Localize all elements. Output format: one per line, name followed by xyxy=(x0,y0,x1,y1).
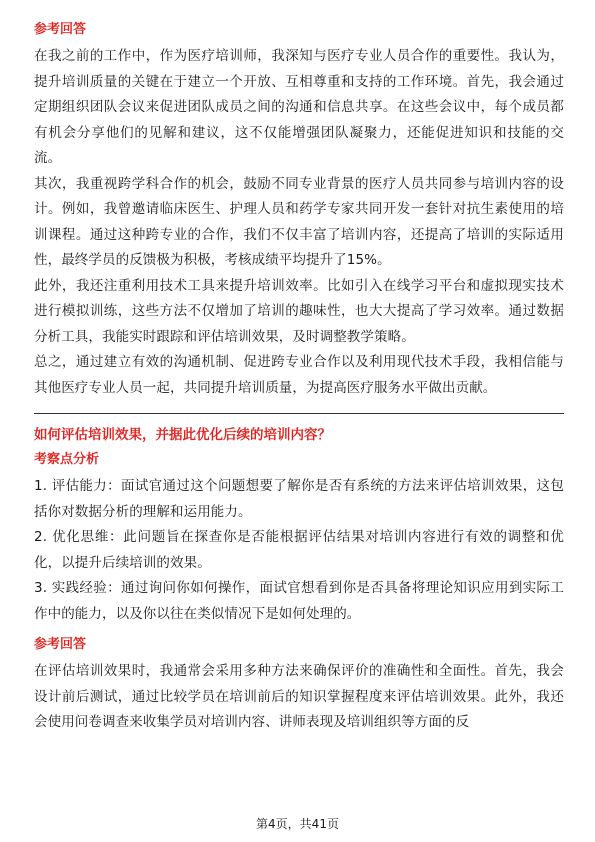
answer-paragraph: 其次，我重视跨学科合作的机会，鼓励不同专业背景的医疗人员共同参与培训内容的设计。例如，我曾邀请临床医生、护理人员和药学专家共同开发一套针对抗生素使用的培训课程。通过这种跨专业的合作，我们不仅丰富了培训内容，还提高了培训的实际适用性，最终学员的反馈极为积极，考核成绩平均提升了15%。 xyxy=(34,175,564,268)
question-title: 如何评估培训效果，并据此优化后续的培训内容？ xyxy=(34,427,331,443)
answer-paragraph: 此外，我还注重利用技术工具来提升培训效率。比如引入在线学习平台和虚拟现实技术进行模拟训练，这些方法不仅增加了培训的趣味性，也大大提高了学习效率。通过数据分析工具，我能实时跟踪和评估培训效果，及时调整教学策略。 xyxy=(34,277,564,345)
spacer xyxy=(34,627,564,635)
answer-paragraph: 在评估培训效果时，我通常会采用多种方法来确保评价的准确性和全面性。首先，我会设计前后测试，通过比较学员在培训前后的知识掌握程度来评估培训效果。此外，我还会使用问卷调查来收集学员对培训内容、讲师表现及培训组织等方面的反 xyxy=(34,663,564,730)
question-section xyxy=(34,424,564,736)
answer-paragraph: 在我之前的工作中，作为医疗培训师，我深知与医疗专业人员合作的重要性。我认为，提升培训质量的关键在于建立一个开放、互相尊重和支持的工作环境。首先，我会通过定期组织团队会议来促进团队成员之间的沟通和信息共享。在这些会议中，每个成员都有机会分享他们的见解和建议，这不仅能增强团队凝聚力，还能促进知识和技能的交流。 xyxy=(34,48,564,166)
analysis-point: 3. 实践经验：通过询问你如何操作，面试官想看到你是否具备将理论知识应用到实际工作中的能力，以及你以往在类似情况下是如何处理的。 xyxy=(34,580,564,622)
answer-section xyxy=(34,20,564,401)
page-number: 第4页，共41页 xyxy=(256,817,339,831)
analysis-label: 考察点分析 xyxy=(34,452,100,467)
document-page xyxy=(34,20,564,736)
answer-label: 参考回答 xyxy=(34,637,87,652)
section-divider xyxy=(34,413,564,414)
answer-label: 参考回答 xyxy=(34,22,87,37)
answer-paragraph: 总之，通过建立有效的沟通机制、促进跨专业合作以及利用现代技术手段，我相信能与其他医疗专业人员一起，共同提升培训质量，为提高医疗服务水平做出贡献。 xyxy=(34,354,564,396)
analysis-point: 1. 评估能力：面试官通过这个问题想要了解你是否有系统的方法来评估培训效果，这包括你对数据分析的理解和运用能力。 xyxy=(34,478,564,520)
analysis-point: 2. 优化思维：此问题旨在探查你是否能根据评估结果对培训内容进行有效的调整和优化，以提升后续培训的效果。 xyxy=(34,529,564,571)
